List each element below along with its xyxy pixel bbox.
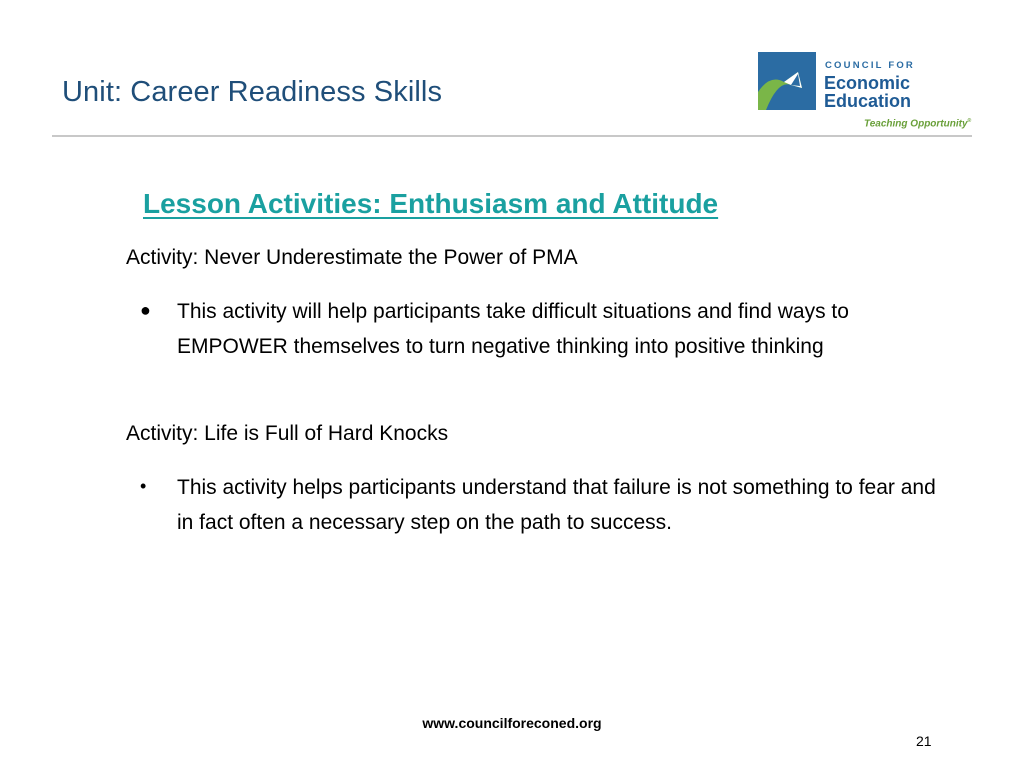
footer-url: www.councilforeconed.org: [422, 715, 602, 731]
registered-mark: ®: [967, 118, 972, 124]
unit-title: Unit: Career Readiness Skills: [62, 76, 443, 108]
logo-tagline-text: Teaching Opportunity: [864, 118, 968, 130]
logo-text-education: Education: [824, 91, 912, 111]
bullet-dot-icon: •: [140, 476, 147, 496]
logo-text-economic: Economic: [824, 73, 911, 93]
lesson-heading: Lesson Activities: Enthusiasm and Attitude: [143, 188, 719, 219]
logo-text-council-for: COUNCIL FOR: [825, 60, 915, 71]
header-divider: [52, 135, 972, 137]
bullet-dot-icon: ●: [140, 300, 151, 320]
logo-mark-icon: [758, 52, 816, 110]
logo-tagline: [864, 118, 971, 129]
activity-title-2: Activity: Life is Full of Hard Knocks: [126, 422, 449, 445]
activity-description-1: This activity will help participants take difficult situations and find ways to EMPOWER themselves to turn negative thinking into positive thinking: [177, 300, 849, 358]
activity-title-1: Activity: Never Underestimate the Power of PMA: [126, 246, 578, 269]
page-number: 21: [916, 733, 932, 749]
activity-description-2: This activity helps participants understand that failure is not something to fear and in fact often a necessary step on the path to success.: [177, 476, 936, 534]
council-for-economic-education-logo: [758, 52, 974, 136]
